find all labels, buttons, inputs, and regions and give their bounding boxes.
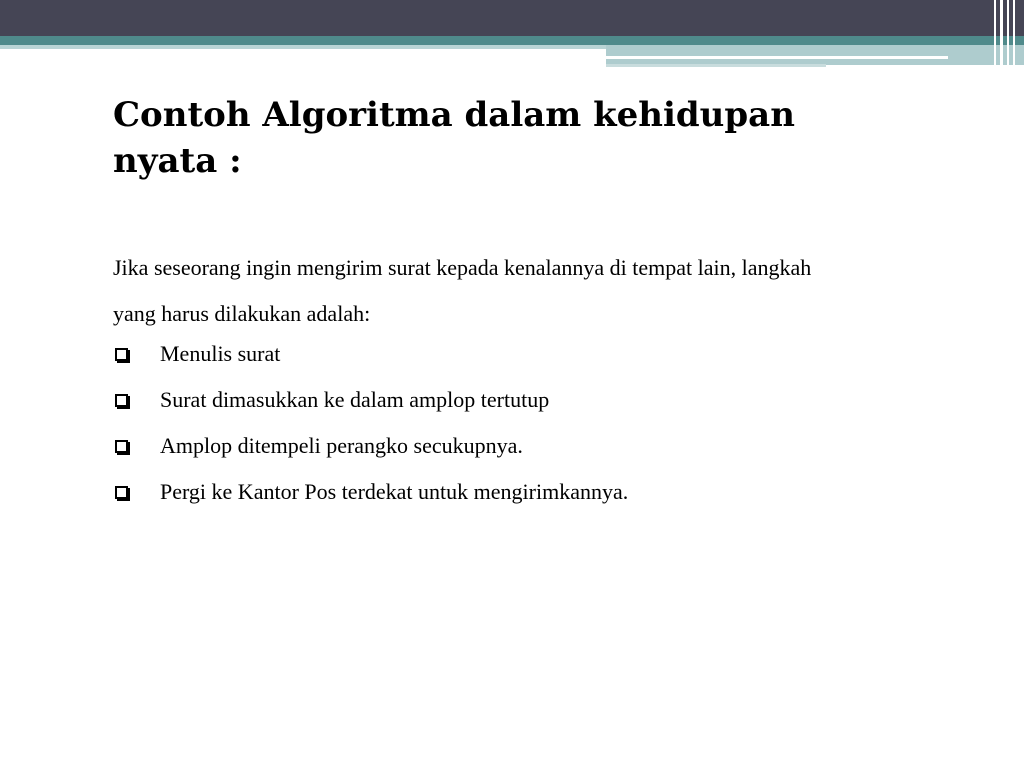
checkbox-icon bbox=[115, 348, 128, 361]
list-item bbox=[113, 423, 628, 469]
checkbox-icon bbox=[115, 440, 128, 453]
header-band-light-left bbox=[0, 45, 606, 49]
list-item-text: Menulis surat bbox=[160, 341, 281, 366]
slide-title: Contoh Algoritma dalam kehidupan nyata : bbox=[113, 95, 795, 181]
list-item bbox=[113, 469, 628, 515]
intro-text: Jika seseorang ingin mengirim surat kepada kenalannya di tempat lain, langkah yang harus dilakukan adalah: bbox=[113, 255, 812, 326]
header-band-teal bbox=[0, 36, 1024, 45]
list-item-text: Pergi ke Kantor Pos terdekat untuk mengirimkannya. bbox=[160, 479, 629, 504]
list-item bbox=[113, 377, 628, 423]
checkbox-icon bbox=[115, 394, 128, 407]
list-item-text: Amplop ditempeli perangko secukupnya. bbox=[160, 433, 523, 458]
bullet-list bbox=[113, 331, 628, 515]
list-item bbox=[113, 331, 628, 377]
list-item-text: Surat dimasukkan ke dalam amplop tertutup bbox=[160, 387, 550, 412]
header-accent-line bbox=[606, 64, 826, 67]
header-band-dark bbox=[0, 0, 1024, 36]
header-vertical-stripes bbox=[990, 0, 1024, 68]
header-accent-line bbox=[606, 56, 948, 59]
checkbox-icon bbox=[115, 486, 128, 499]
header-band-light-right bbox=[606, 45, 1024, 65]
